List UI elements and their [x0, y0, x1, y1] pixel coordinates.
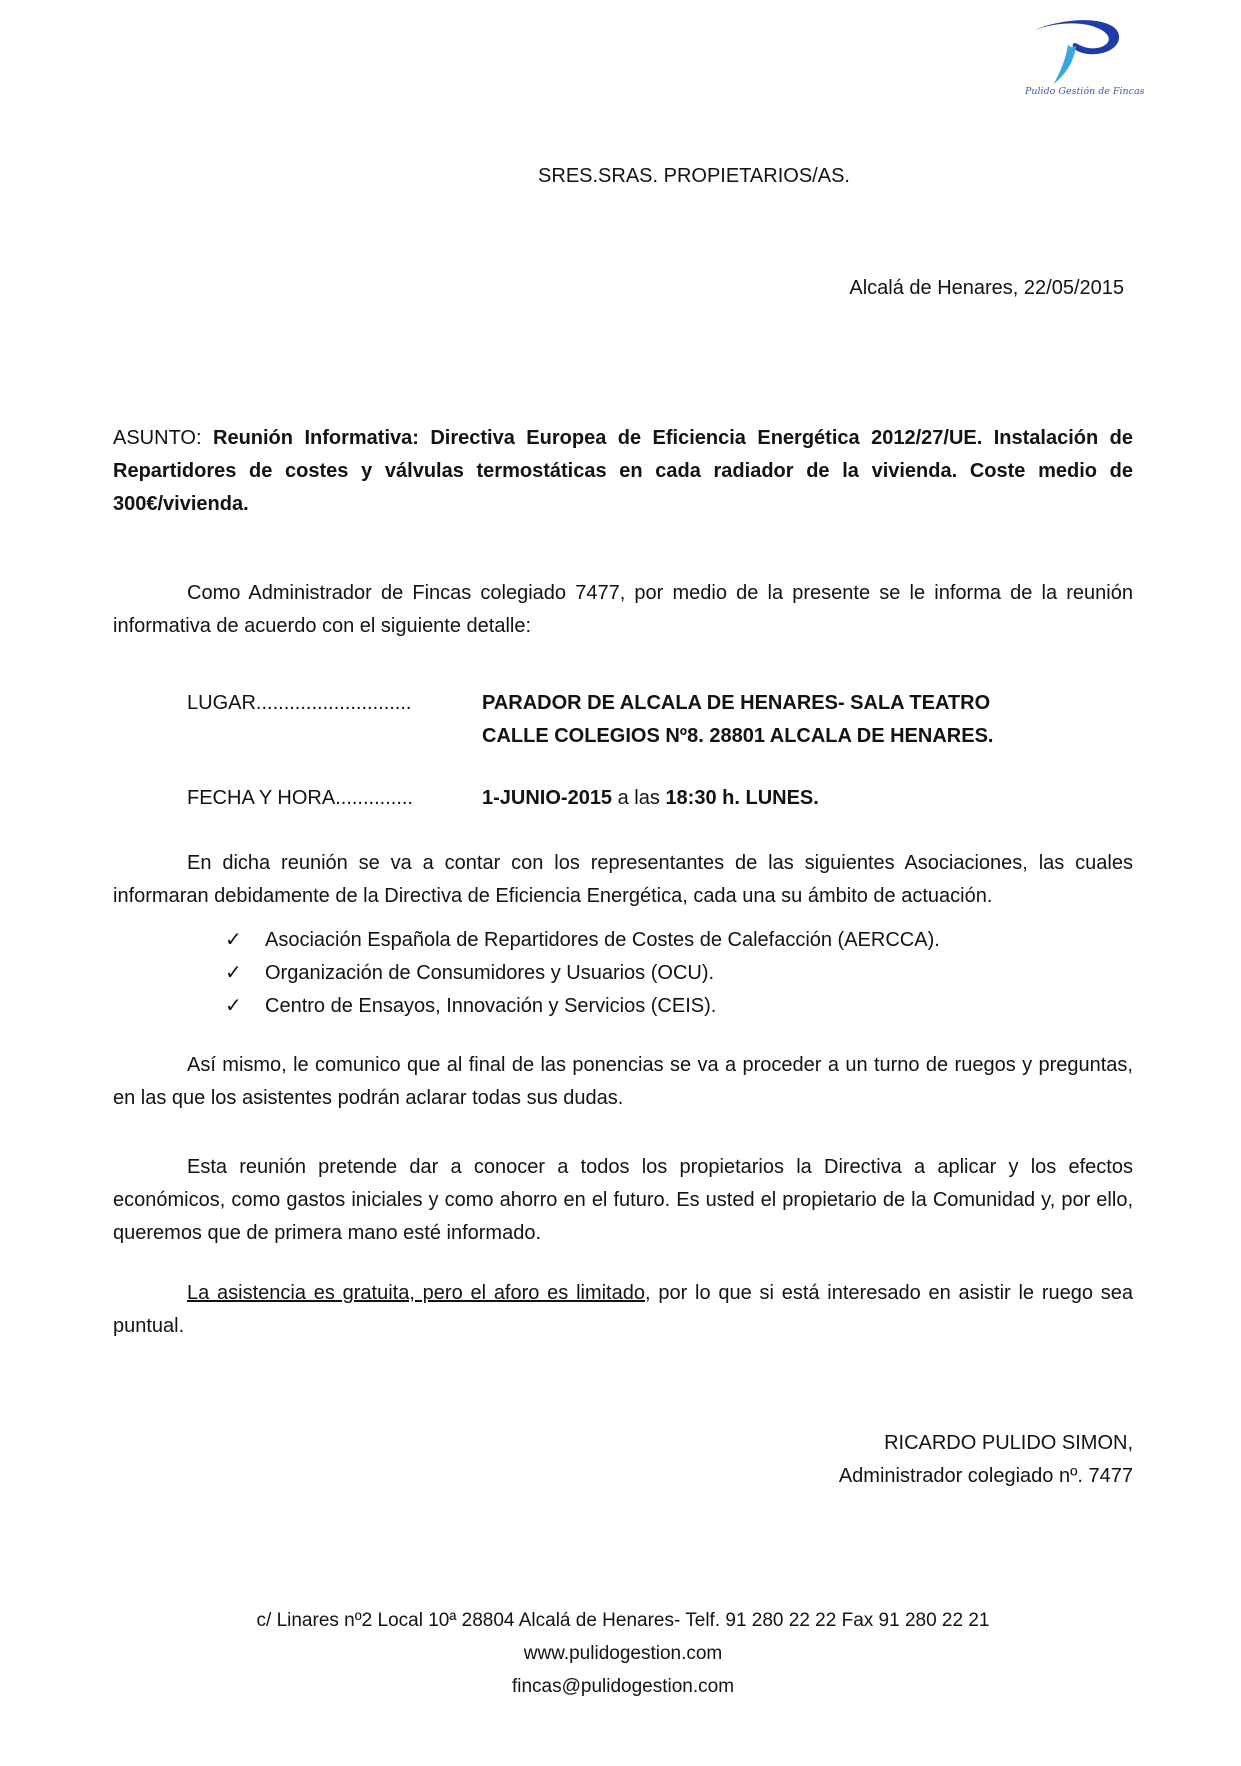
- datetime-value: [482, 782, 1133, 815]
- attendance-paragraph: [113, 1277, 1133, 1343]
- list-item: [225, 957, 1133, 990]
- datetime-connector: a las: [617, 787, 660, 809]
- list-item-text: Asociación Española de Repartidores de Costes de Calefacción (AERCCA).: [265, 929, 940, 951]
- signer-title: Administrador colegiado nº. 7477: [838, 1465, 1133, 1487]
- place-line-1: PARADOR DE ALCALA DE HENARES- SALA TEATRO: [482, 692, 991, 714]
- place-date-line: Alcalá de Henares, 22/05/2015: [849, 277, 1124, 299]
- footer-email: fincas@pulidogestion.com: [511, 1676, 735, 1697]
- place-label: LUGAR............................: [187, 692, 412, 714]
- checkmark-icon: ✓: [225, 995, 242, 1017]
- recipient-line: SRES.SRAS. PROPIETARIOS/AS.: [538, 165, 850, 187]
- qa-paragraph: Así mismo, le comunico que al final de las ponencias se va a proceder a un turno de ruegos y preguntas, en las que los asistentes podrán aclarar todas sus dudas.: [113, 1054, 1133, 1109]
- letter-footer: [113, 1604, 1133, 1703]
- signer-name: RICARDO PULIDO SIMON,: [884, 1432, 1133, 1454]
- datetime-label: FECHA Y HORA..............: [187, 787, 413, 809]
- list-item-text: Organización de Consumidores y Usuarios (OCU).: [265, 962, 715, 984]
- attendance-rest-text: , por lo que si está interesado en asistir le ruego sea puntual.: [113, 1282, 1134, 1337]
- place-line-2: CALLE COLEGIOS Nº8. 28801 ALCALA DE HENARES.: [482, 725, 994, 747]
- list-item-text: Centro de Ensayos, Innovación y Servicios (CEIS).: [265, 995, 717, 1017]
- purpose-paragraph: Esta reunión pretende dar a conocer a todos los propietarios la Directiva a aplicar y los efectos económicos, como gastos iniciales y como ahorro en el futuro. Es usted el propietario de la Comunidad y, por ello, queremos que de primera mano esté informado.: [113, 1156, 1133, 1244]
- checkmark-icon: ✓: [225, 929, 242, 951]
- logo-brand-text: Pulido Gestión de Fincas: [1025, 86, 1145, 97]
- meeting-datetime-row: [187, 782, 1133, 815]
- signature-block: [113, 1427, 1133, 1493]
- intro-paragraph: Como Administrador de Fincas colegiado 7477, por medio de la presente se le informa de la reunión informativa de acuerdo con el siguiente detalle:: [113, 582, 1133, 637]
- list-item: [225, 924, 1133, 957]
- associations-checklist: [113, 924, 1133, 1023]
- company-logo: [1025, 14, 1145, 97]
- meeting-time: 18:30 h. LUNES.: [665, 787, 819, 809]
- checkmark-icon: ✓: [225, 962, 242, 984]
- meeting-date: 1-JUNIO-2015: [482, 787, 613, 809]
- list-item: [225, 990, 1133, 1023]
- footer-website: www.pulidogestion.com: [523, 1643, 723, 1664]
- place-value: [482, 687, 1133, 753]
- subject-label: ASUNTO:: [113, 427, 202, 449]
- subject-paragraph: [113, 422, 1133, 521]
- subject-text: Reunión Informativa: Directiva Europea de Eficiencia Energética 2012/27/UE. Instalación de Repartidores de costes y válvulas termostáticas en cada radiador de la vivienda. Coste medio de 300€/vivienda.: [113, 427, 1133, 515]
- attendance-underlined-text: La asistencia es gratuita, pero el aforo es limitado: [187, 1282, 645, 1304]
- meeting-place-row: [187, 687, 1133, 753]
- associations-intro-paragraph: En dicha reunión se va a contar con los representantes de las siguientes Asociaciones, las cuales informaran debidamente de la Directiva de Eficiencia Energética, cada una su ámbito de actuación.: [113, 852, 1133, 907]
- pulido-swoosh-icon: [1031, 14, 1123, 86]
- footer-address: c/ Linares nº2 Local 10ª 28804 Alcalá de Henares- Telf. 91 280 22 22 Fax 91 280 22 21: [256, 1610, 990, 1631]
